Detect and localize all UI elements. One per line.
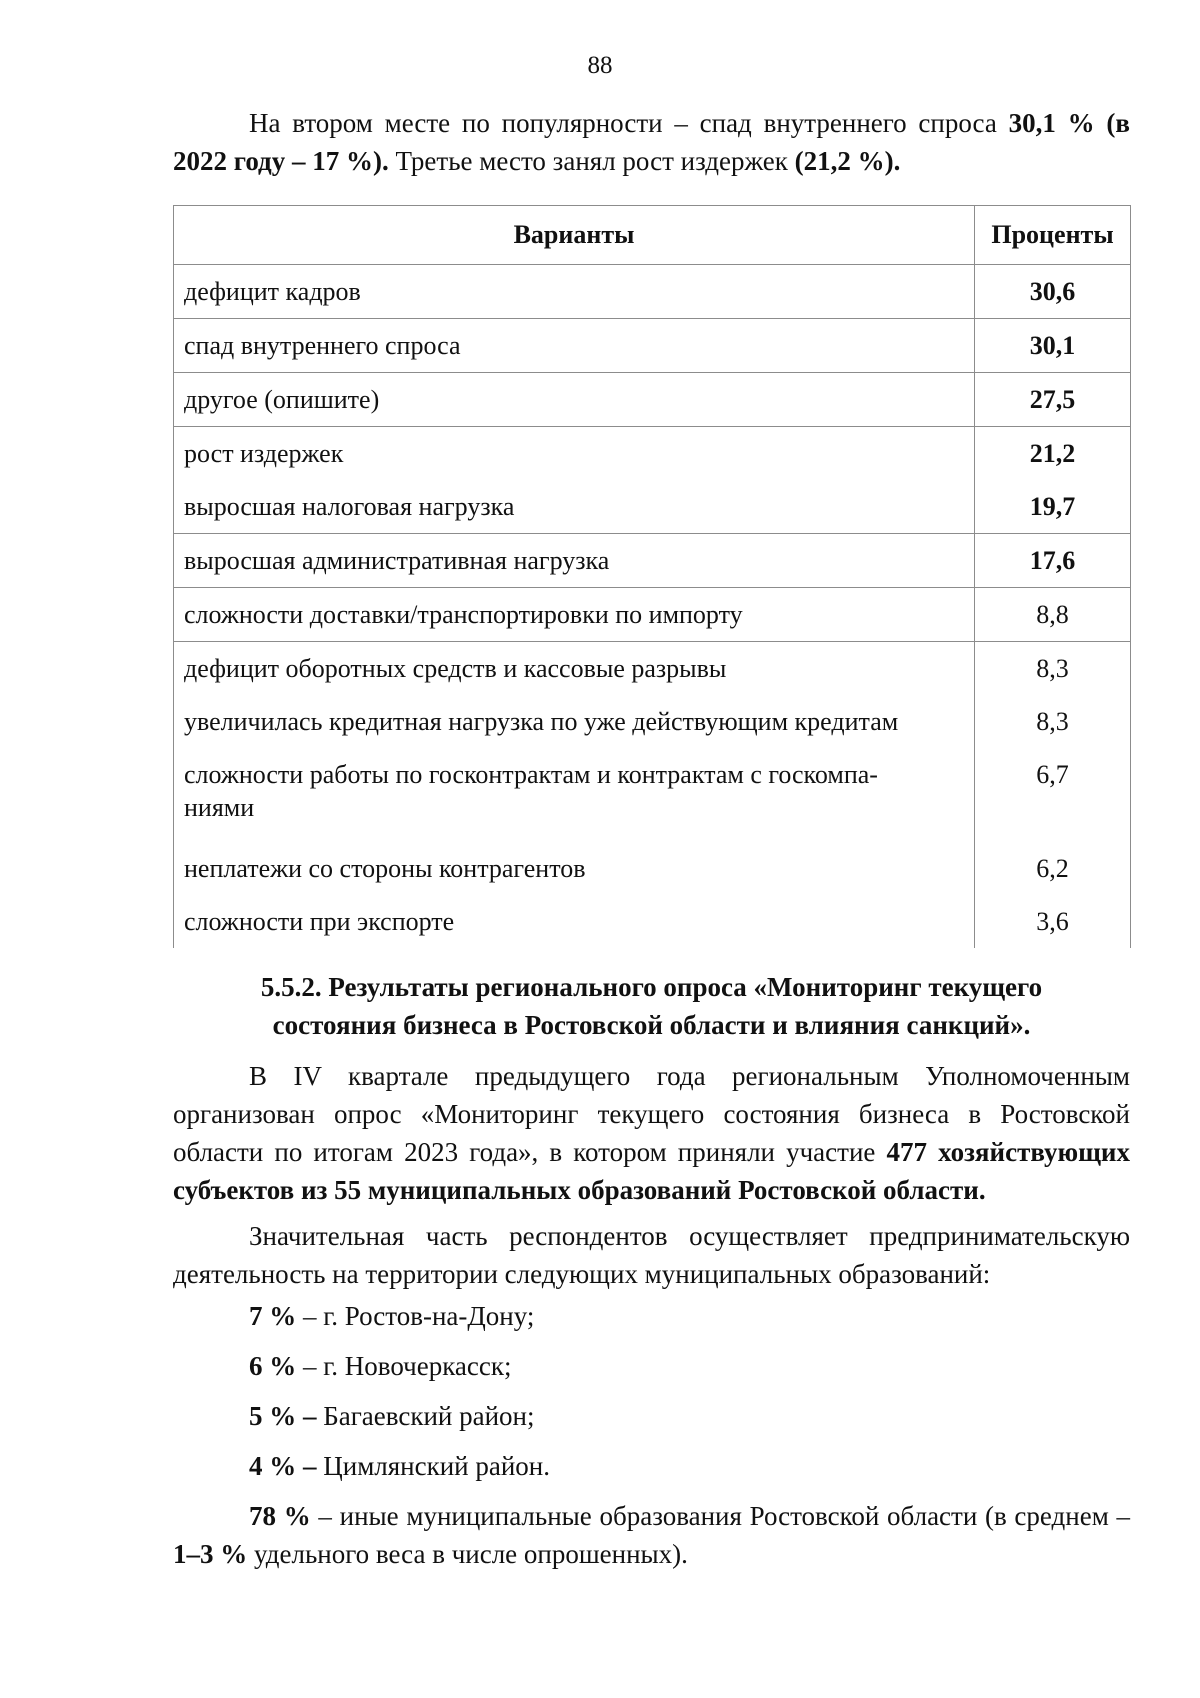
table-row (174, 534, 1131, 588)
survey-paragraph (173, 1057, 1130, 1209)
row-percent: 8,3 (975, 642, 1131, 696)
row-option: сложности работы по госконтрактам и контрактам с госкомпа-ниями (174, 748, 975, 842)
row-percent: 8,3 (975, 695, 1131, 748)
row-percent: 21,2 (975, 427, 1131, 481)
row-option: выросшая налоговая нагрузка (174, 480, 975, 534)
intro-paragraph (173, 104, 1130, 180)
item-text: – г. Новочеркасск; (296, 1351, 512, 1381)
row-option: сложности при экспорте (174, 895, 975, 948)
item-percent: 6 % (249, 1351, 297, 1381)
row-option: увеличилась кредитная нагрузка по уже действующим кредитам (174, 695, 975, 748)
table-row (174, 895, 1131, 948)
header-percent: Проценты (975, 206, 1131, 265)
item-percent: 4 % – (249, 1451, 317, 1481)
intro-bold-1: 30,1 % (в 2022 году – 17 %). (173, 108, 1130, 176)
row-option: сложности доставки/транспортировки по импорту (174, 588, 975, 642)
average-percent: 1–3 % (173, 1539, 248, 1569)
header-options: Варианты (174, 206, 975, 265)
row-percent: 30,1 (975, 319, 1131, 373)
row-percent: 6,7 (975, 748, 1131, 842)
row-option: выросшая административная нагрузка (174, 534, 975, 588)
row-percent: 27,5 (975, 373, 1131, 427)
item-percent: 5 % – (249, 1401, 317, 1431)
row-percent: 8,8 (975, 588, 1131, 642)
row-option: спад внутреннего спроса (174, 319, 975, 373)
row-option: неплатежи со стороны контрагентов (174, 842, 975, 895)
table-row (174, 748, 1131, 842)
row-option: рост издержек (174, 427, 975, 481)
row-percent: 6,2 (975, 842, 1131, 895)
section-heading-line-2: состояния бизнеса в Ростовской области и влияния санкций». (272, 1010, 1031, 1040)
list-item (249, 1397, 535, 1435)
section-heading (173, 968, 1130, 1044)
row-percent: 3,6 (975, 895, 1131, 948)
survey-table (173, 205, 1131, 948)
intro-text-1: На втором месте по популярности – спад внутреннего спроса (249, 108, 1009, 138)
row-percent: 30,6 (975, 265, 1131, 319)
survey-bold: 477 хозяйствующих субъектов из 55 муниципальных образований Ростовской области. (173, 1137, 1130, 1205)
list-item (249, 1297, 534, 1335)
row-option: другое (опишите) (174, 373, 975, 427)
row-percent: 17,6 (975, 534, 1131, 588)
table-row (174, 588, 1131, 642)
item-text: Цимлянский район. (316, 1451, 551, 1481)
page-number: 88 (587, 52, 613, 79)
item-text: – г. Ростов-на-Дону; (296, 1301, 535, 1331)
other-percent: 78 % (249, 1501, 311, 1531)
table-row (174, 842, 1131, 895)
table-row (174, 427, 1131, 481)
table-row (174, 319, 1131, 373)
intro-bold-2: (21,2 %). (794, 146, 901, 176)
row-percent: 19,7 (975, 480, 1131, 534)
other-text-1: – иные муниципальные образования Ростовской области (в среднем – (310, 1501, 1131, 1531)
other-municipalities-paragraph (173, 1497, 1130, 1573)
table-row (174, 695, 1131, 748)
table-row (174, 642, 1131, 696)
list-item (249, 1347, 512, 1385)
survey-text: В IV квартале предыдущего года региональным Уполномоченным организован опрос «Мониторинг текущего состояния бизнеса в Ростовской области по итогам 2023 года», в котором приняли участие (173, 1061, 1130, 1167)
item-percent: 7 % (249, 1301, 297, 1331)
row-option: дефицит кадров (174, 265, 975, 319)
row-option: дефицит оборотных средств и кассовые разрывы (174, 642, 975, 696)
section-heading-line-1: 5.5.2. Результаты регионального опроса «Мониторинг текущего (260, 972, 1043, 1002)
other-text-2: удельного веса в числе опрошенных). (247, 1539, 688, 1569)
table-row (174, 480, 1131, 534)
item-text: Багаевский район; (316, 1401, 535, 1431)
respondents-paragraph: Значительная часть респондентов осуществляет предпринимательскую деятельность на территории следующих муниципальных образований: (173, 1221, 1130, 1289)
list-item (249, 1447, 550, 1485)
intro-text-2: Третье место занял рост издержек (388, 146, 795, 176)
table-row (174, 373, 1131, 427)
table-row (174, 265, 1131, 319)
table-header-row (174, 206, 1131, 265)
